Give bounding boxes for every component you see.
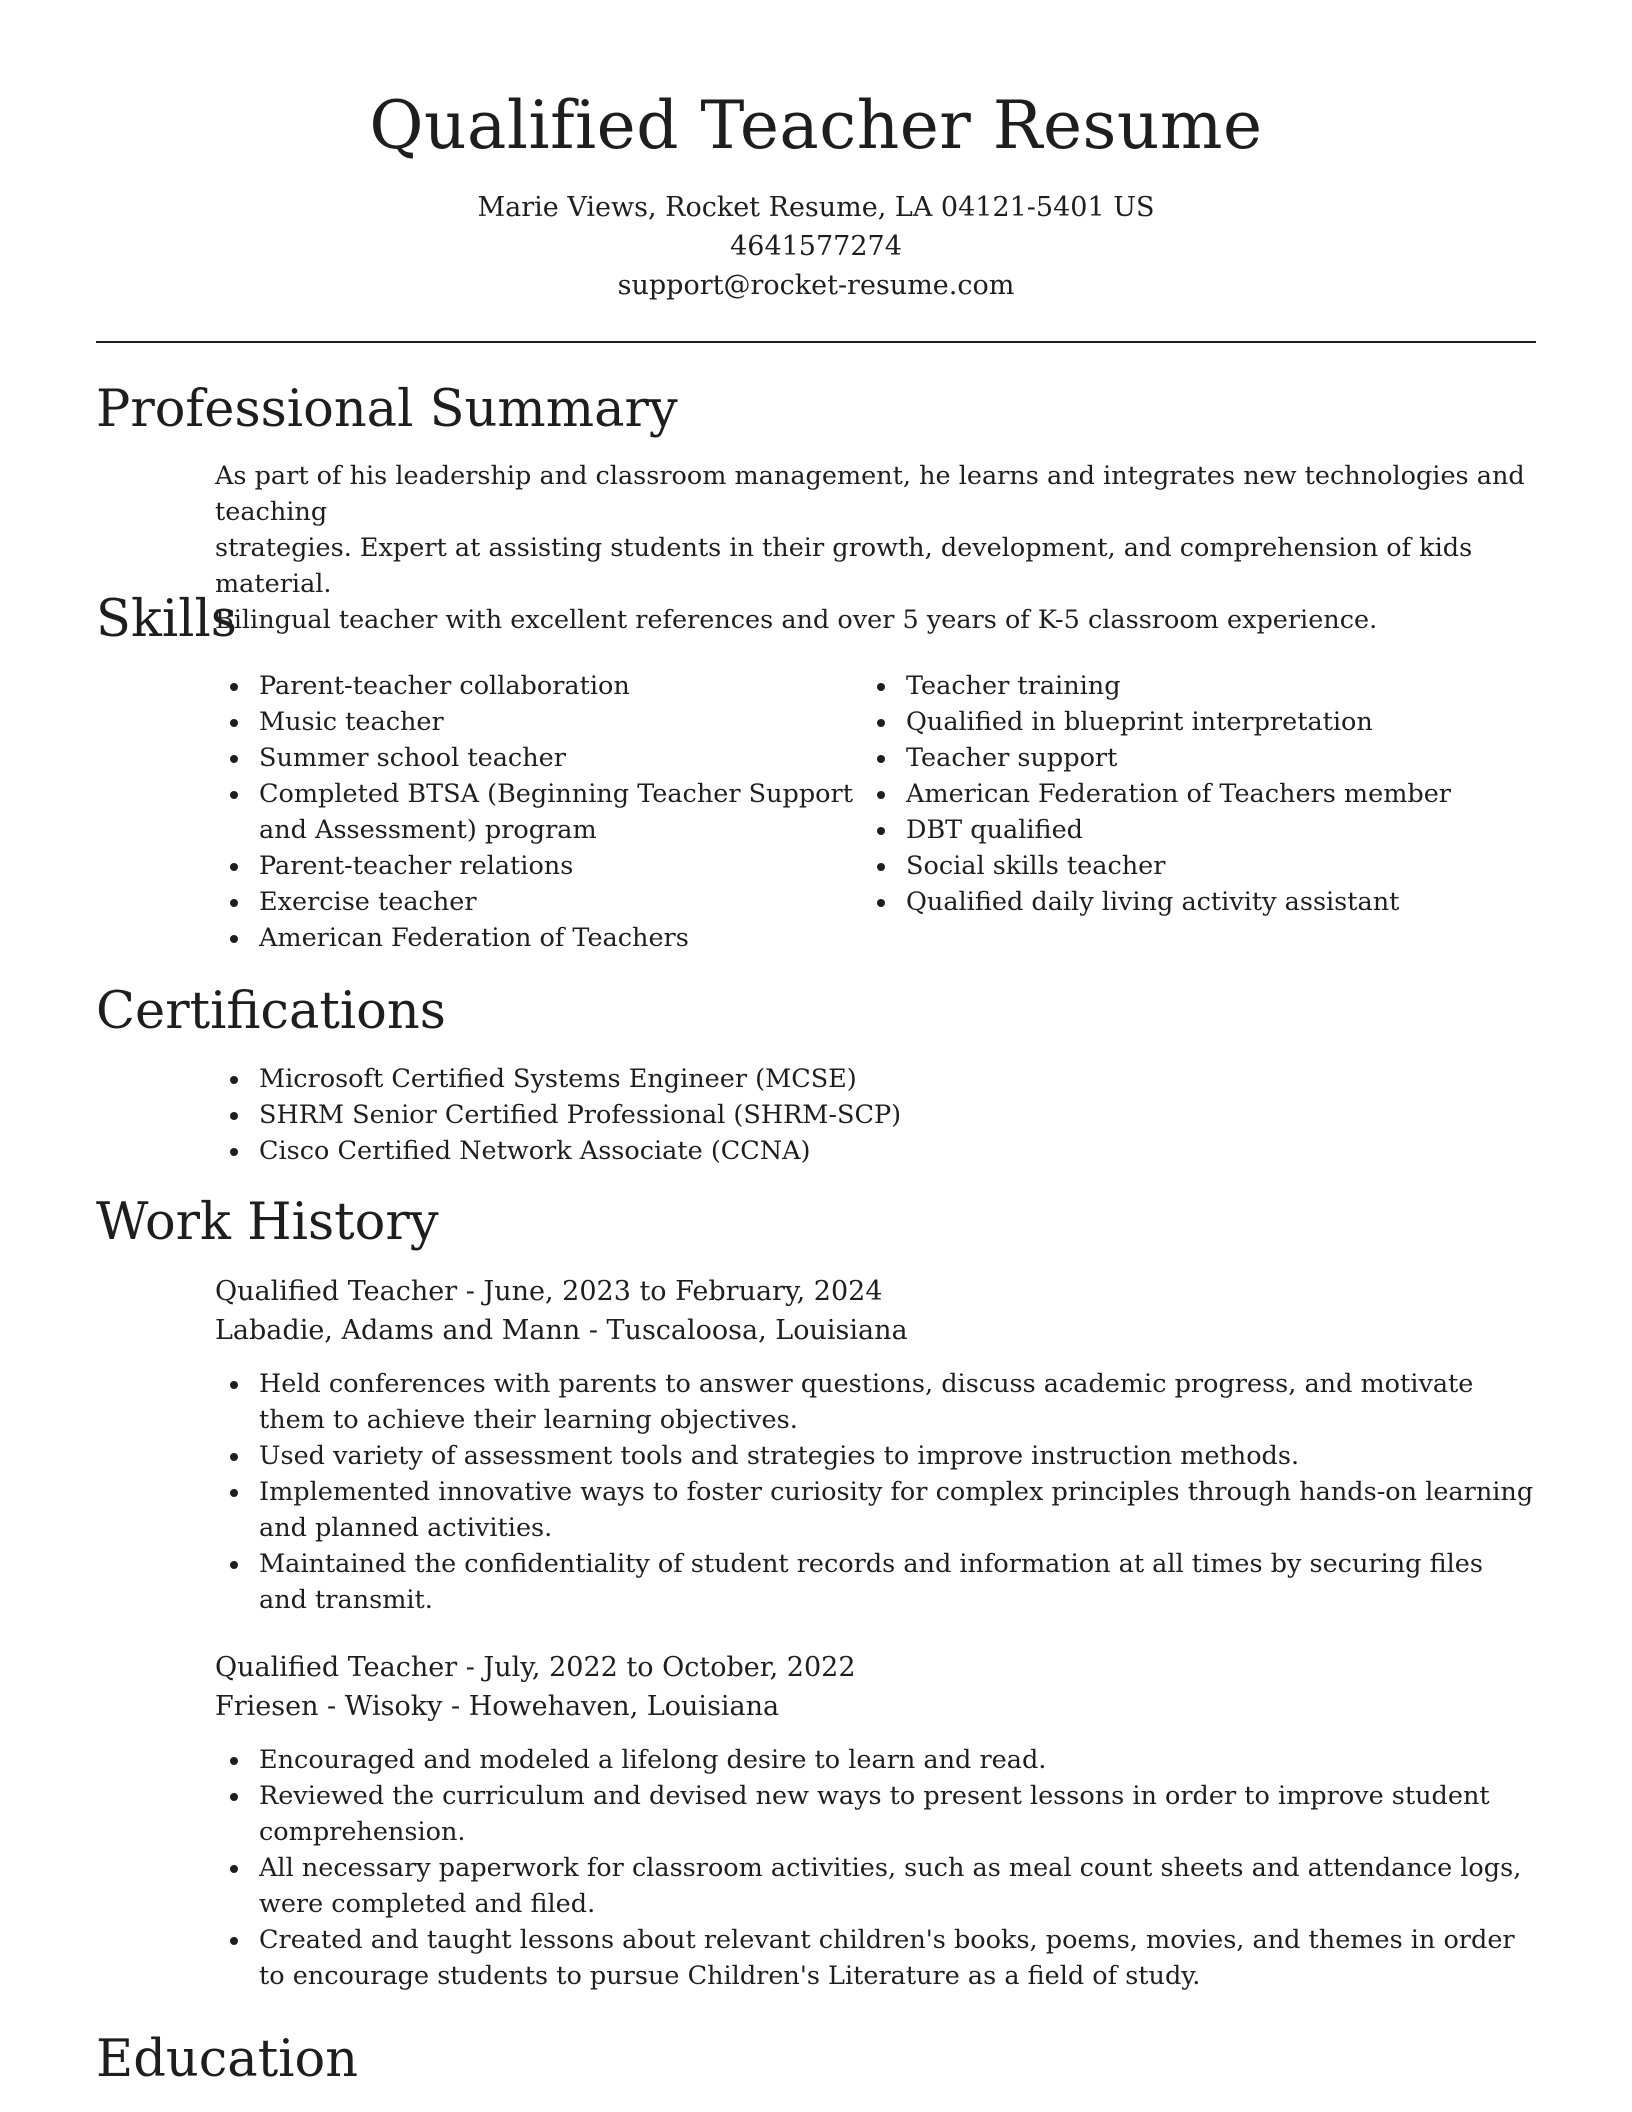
skills-column-right — [862, 668, 1542, 920]
contact-phone: 4641577274 — [730, 231, 902, 262]
job-bullets — [215, 1742, 1535, 1994]
certification-item: Cisco Certified Network Associate (CCNA) — [215, 1133, 1535, 1169]
skill-item: Teacher support — [862, 740, 1542, 776]
job-bullet: Reviewed the curriculum and devised new ways to present lessons in order to improve student comprehension. — [215, 1778, 1535, 1850]
header-divider — [96, 341, 1536, 343]
skill-item: Social skills teacher — [862, 848, 1542, 884]
job-bullet: Maintained the confidentiality of student records and information at all times by securing files and transmit. — [215, 1546, 1535, 1618]
job-title: Qualified Teacher - July, 2022 to October, 2022 — [215, 1652, 856, 1683]
skill-item: Completed BTSA (Beginning Teacher Support and Assessment) program — [215, 776, 855, 848]
skill-item: Music teacher — [215, 704, 855, 740]
summary-line: strategies. Expert at assisting students in their growth, development, and comprehension of kids material. — [215, 533, 1473, 599]
skill-item: DBT qualified — [862, 812, 1542, 848]
job-bullet: Encouraged and modeled a lifelong desire to learn and read. — [215, 1742, 1535, 1778]
contact-address: Marie Views, Rocket Resume, LA 04121-5401 US — [477, 192, 1155, 223]
certification-item: SHRM Senior Certified Professional (SHRM-SCP) — [215, 1097, 1535, 1133]
skill-item: Exercise teacher — [215, 884, 855, 920]
section-title-education: Education — [96, 2030, 359, 2089]
skill-item: American Federation of Teachers — [215, 920, 855, 956]
job-bullets — [215, 1366, 1535, 1618]
contact-info — [0, 188, 1632, 305]
job-entry — [215, 1648, 1535, 1726]
certifications-list — [215, 1061, 1535, 1169]
summary-line: As part of his leadership and classroom management, he learns and integrates new technologies and teaching — [215, 461, 1525, 527]
skill-item: American Federation of Teachers member — [862, 776, 1542, 812]
certification-item: Microsoft Certified Systems Engineer (MCSE) — [215, 1061, 1535, 1097]
section-title-work-history: Work History — [96, 1193, 439, 1252]
job-bullet: All necessary paperwork for classroom activities, such as meal count sheets and attendance logs, were completed and filed. — [215, 1850, 1535, 1922]
section-title-summary: Professional Summary — [96, 380, 678, 439]
skill-item: Parent-teacher relations — [215, 848, 855, 884]
section-title-certifications: Certifications — [96, 982, 446, 1041]
resume-title: Qualified Teacher Resume — [369, 87, 1263, 164]
job-company: Friesen - Wisoky - Howehaven, Louisiana — [215, 1691, 780, 1722]
summary-text — [215, 458, 1535, 638]
job-entry — [215, 1272, 1535, 1350]
job-bullet: Held conferences with parents to answer questions, discuss academic progress, and motivate them to achieve their learning objectives. — [215, 1366, 1535, 1438]
skill-item: Summer school teacher — [215, 740, 855, 776]
skill-item: Parent-teacher collaboration — [215, 668, 855, 704]
skill-item: Teacher training — [862, 668, 1542, 704]
resume-header — [0, 82, 1632, 305]
job-bullet: Implemented innovative ways to foster curiosity for complex principles through hands-on learning and planned activities. — [215, 1474, 1535, 1546]
summary-line: Bilingual teacher with excellent references and over 5 years of K-5 classroom experience. — [215, 605, 1378, 635]
job-title: Qualified Teacher - June, 2023 to February, 2024 — [215, 1276, 883, 1307]
skill-item: Qualified in blueprint interpretation — [862, 704, 1542, 740]
skill-item: Qualified daily living activity assistant — [862, 884, 1542, 920]
contact-email: support@rocket-resume.com — [617, 270, 1015, 301]
section-title-skills: Skills — [96, 590, 237, 649]
job-bullet: Used variety of assessment tools and strategies to improve instruction methods. — [215, 1438, 1535, 1474]
job-bullet: Created and taught lessons about relevant children's books, poems, movies, and themes in order to encourage students to pursue Children's Literature as a field of study. — [215, 1922, 1535, 1994]
job-company: Labadie, Adams and Mann - Tuscaloosa, Louisiana — [215, 1315, 908, 1346]
skills-column-left — [215, 668, 855, 956]
